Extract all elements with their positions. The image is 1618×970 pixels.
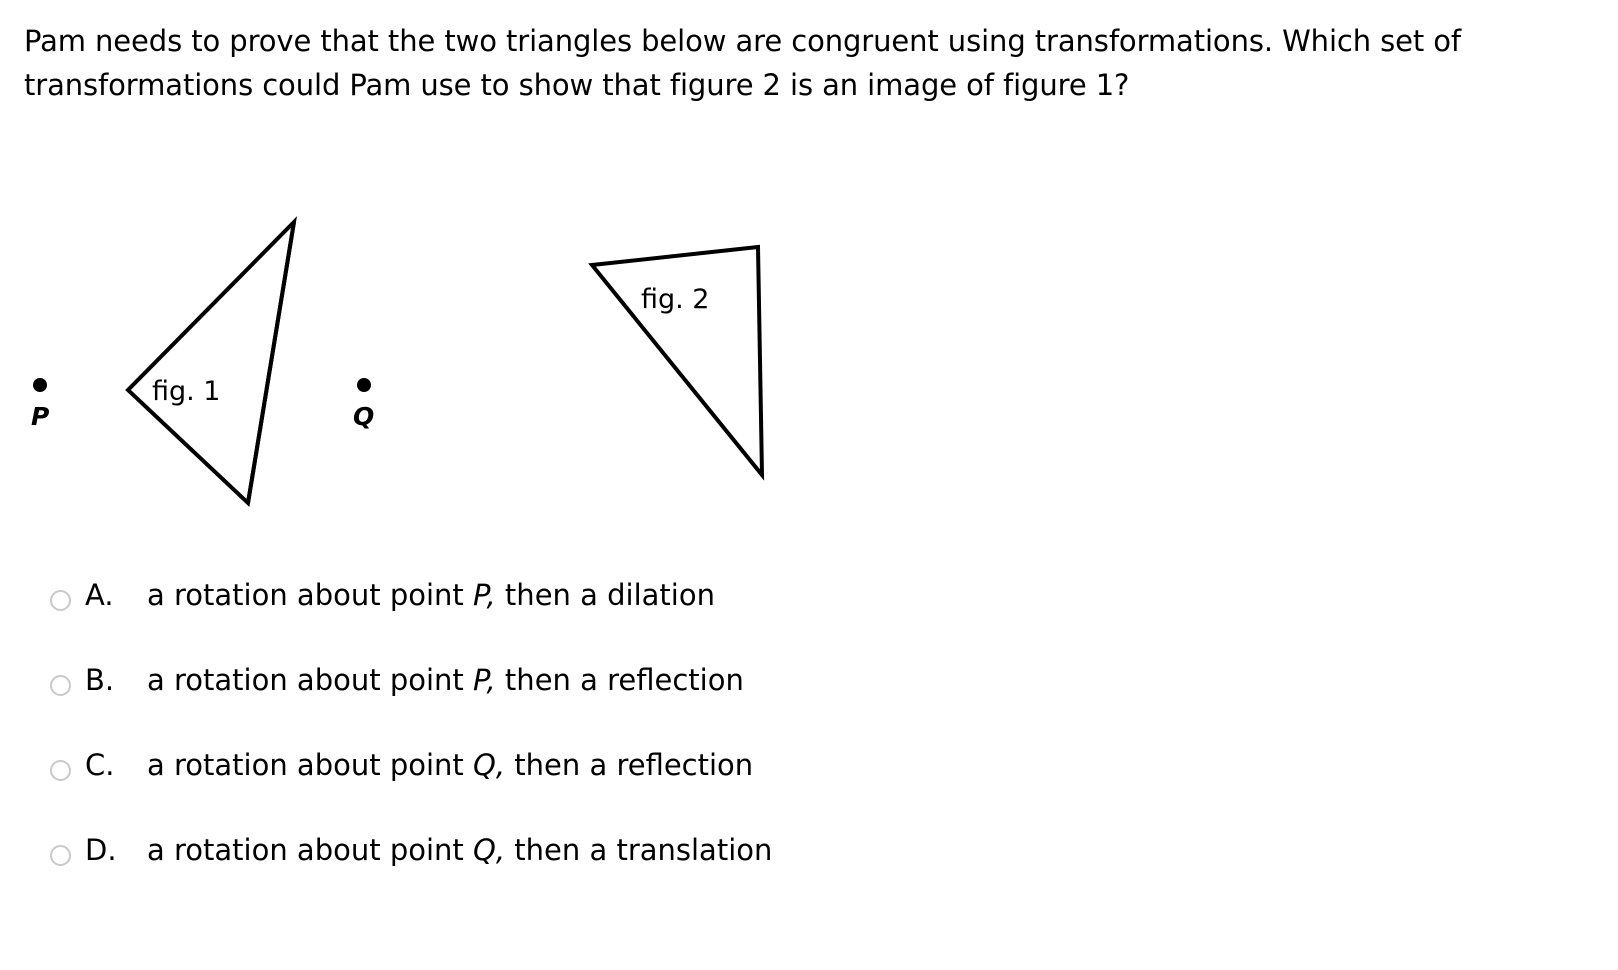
- option-d-suffix: then a translation: [505, 833, 773, 867]
- point-q-dot: [357, 378, 371, 392]
- option-d-letter: D.: [85, 833, 117, 867]
- option-a-point: P,: [473, 578, 496, 612]
- point-p-label: P: [31, 402, 50, 431]
- figure-1-label: fig. 1: [152, 376, 221, 407]
- radio-option-c[interactable]: [50, 760, 71, 781]
- option-c-point: Q,: [473, 748, 506, 782]
- option-a-prefix: a rotation about point: [147, 578, 473, 612]
- option-b-suffix: then a reflection: [495, 663, 744, 697]
- option-c[interactable]: [50, 748, 1550, 833]
- point-q-label: Q: [353, 402, 375, 431]
- option-d-prefix: a rotation about point: [147, 833, 473, 867]
- radio-option-b[interactable]: [50, 675, 71, 696]
- option-a-text: [147, 578, 715, 613]
- option-c-suffix: then a reflection: [505, 748, 754, 782]
- triangles-svg: [0, 185, 900, 545]
- option-c-text: [147, 748, 753, 783]
- option-b-prefix: a rotation about point: [147, 663, 473, 697]
- radio-option-d[interactable]: [50, 845, 71, 866]
- question-stem: Pam needs to prove that the two triangles below are congruent using transformations. Which set of transformations could Pam use to show that figure 2 is an image of figure 1?: [24, 24, 1462, 102]
- option-b-letter: B.: [85, 663, 115, 697]
- radio-option-a[interactable]: [50, 590, 71, 611]
- option-a[interactable]: [50, 578, 1550, 663]
- option-b-point: P,: [473, 663, 496, 697]
- point-p-dot: [33, 378, 47, 392]
- option-d-point: Q,: [473, 833, 506, 867]
- option-b-text: [147, 663, 744, 698]
- answer-options: [50, 578, 1550, 918]
- option-a-suffix: then a dilation: [495, 578, 715, 612]
- figure-diagram: [0, 185, 900, 545]
- option-b[interactable]: [50, 663, 1550, 748]
- option-d[interactable]: [50, 833, 1550, 918]
- option-c-letter: C.: [85, 748, 115, 782]
- option-c-prefix: a rotation about point: [147, 748, 473, 782]
- figure-2-label: fig. 2: [641, 284, 710, 315]
- option-a-letter: A.: [85, 578, 114, 612]
- option-d-text: [147, 833, 772, 868]
- figure-2-triangle: [592, 247, 762, 475]
